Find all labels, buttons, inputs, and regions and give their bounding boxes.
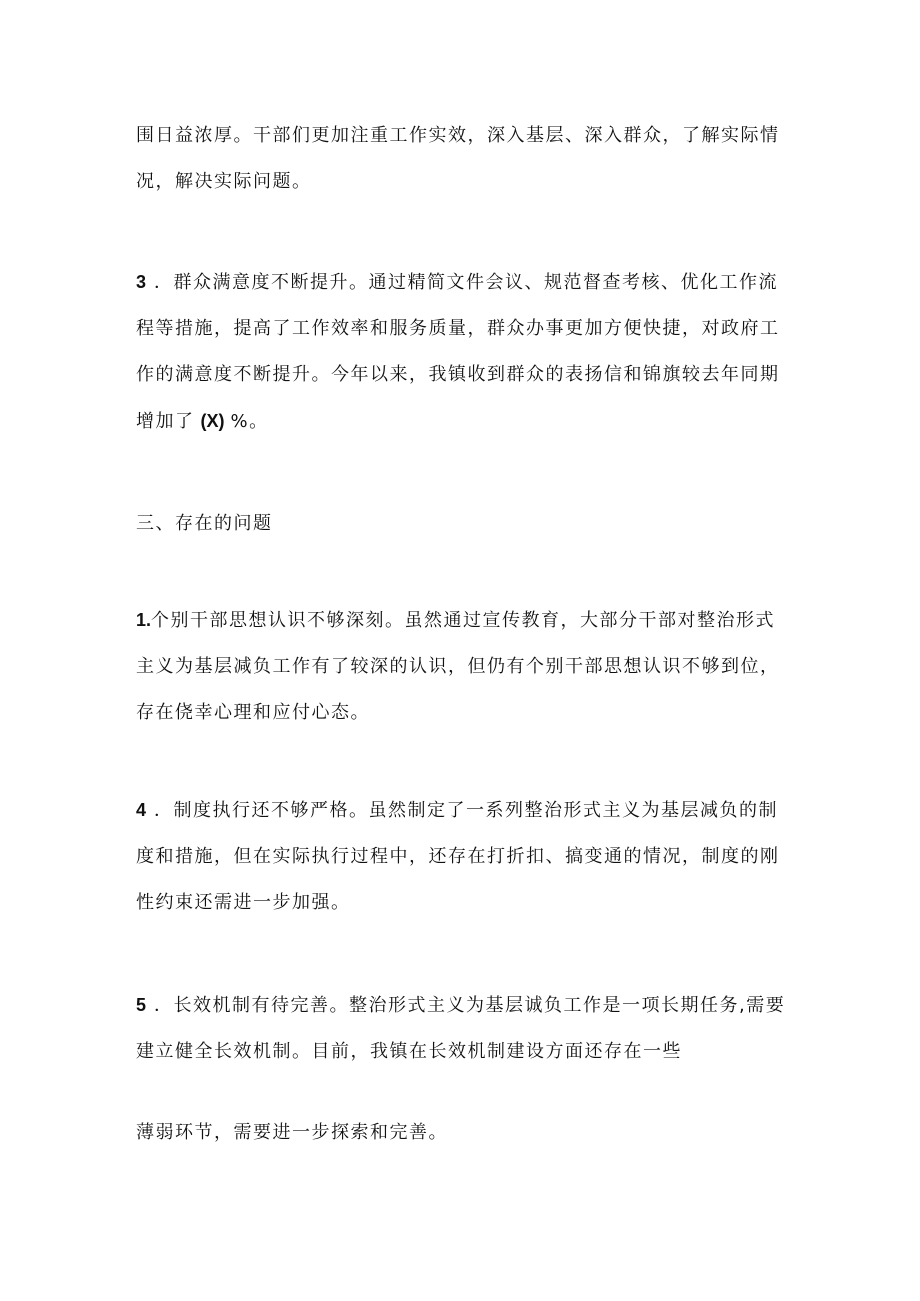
- item-number: 1.: [136, 610, 152, 630]
- paragraph-text: ．长效机制有待完善。整治形式主义为基层诚负工作是一项长期任务,需要建立健全长效机制。目前，我镇在长效机制建设方面还存在一些: [136, 995, 786, 1062]
- paragraph-text: 薄弱环节，需要进一步探索和完善。: [136, 1122, 448, 1143]
- item-number: 5: [136, 995, 147, 1015]
- section-heading: 三、存在的问题: [136, 513, 273, 534]
- paragraph-continuation-end: [136, 1110, 788, 1156]
- paragraph-continuation: [136, 113, 788, 205]
- percent-suffix: %。: [230, 411, 269, 432]
- placeholder-value: (X): [200, 411, 225, 431]
- item-number: 3: [136, 272, 147, 292]
- paragraph-text: ．群众满意度不断提升。通过精简文件会议、规范督查考核、优化工作流程等措施，提高了工作效率和服务质量，群众办事更加方便快捷，对政府工作的满意度不断提升。今年以来，我镇收到群众的表扬信和锦旗较去年同期增加了: [136, 272, 780, 432]
- paragraph-text: ．制度执行还不够严格。虽然制定了一系列整治形式主义为基层减负的制度和措施，但在实际执行过程中，还存在打折扣、搞变通的情况，制度的刚性约束还需进一步加强。: [136, 800, 780, 913]
- item-number: 4: [136, 800, 147, 820]
- paragraph-problem-5: [136, 982, 788, 1075]
- paragraph-problem-1: [136, 597, 788, 736]
- paragraph-text: 个别干部思想认识不够深刻。虽然通过宣传教育，大部分干部对整治形式主义为基层减负工作有了较深的认识，但仍有个别干部思想认识不够到位，存在侥幸心理和应付心态。: [136, 610, 780, 723]
- paragraph-problem-4: [136, 787, 788, 926]
- paragraph-satisfaction: [136, 259, 788, 445]
- paragraph-text: 围日益浓厚。干部们更加注重工作实效，深入基层、深入群众，了解实际情况，解决实际问题。: [136, 125, 780, 192]
